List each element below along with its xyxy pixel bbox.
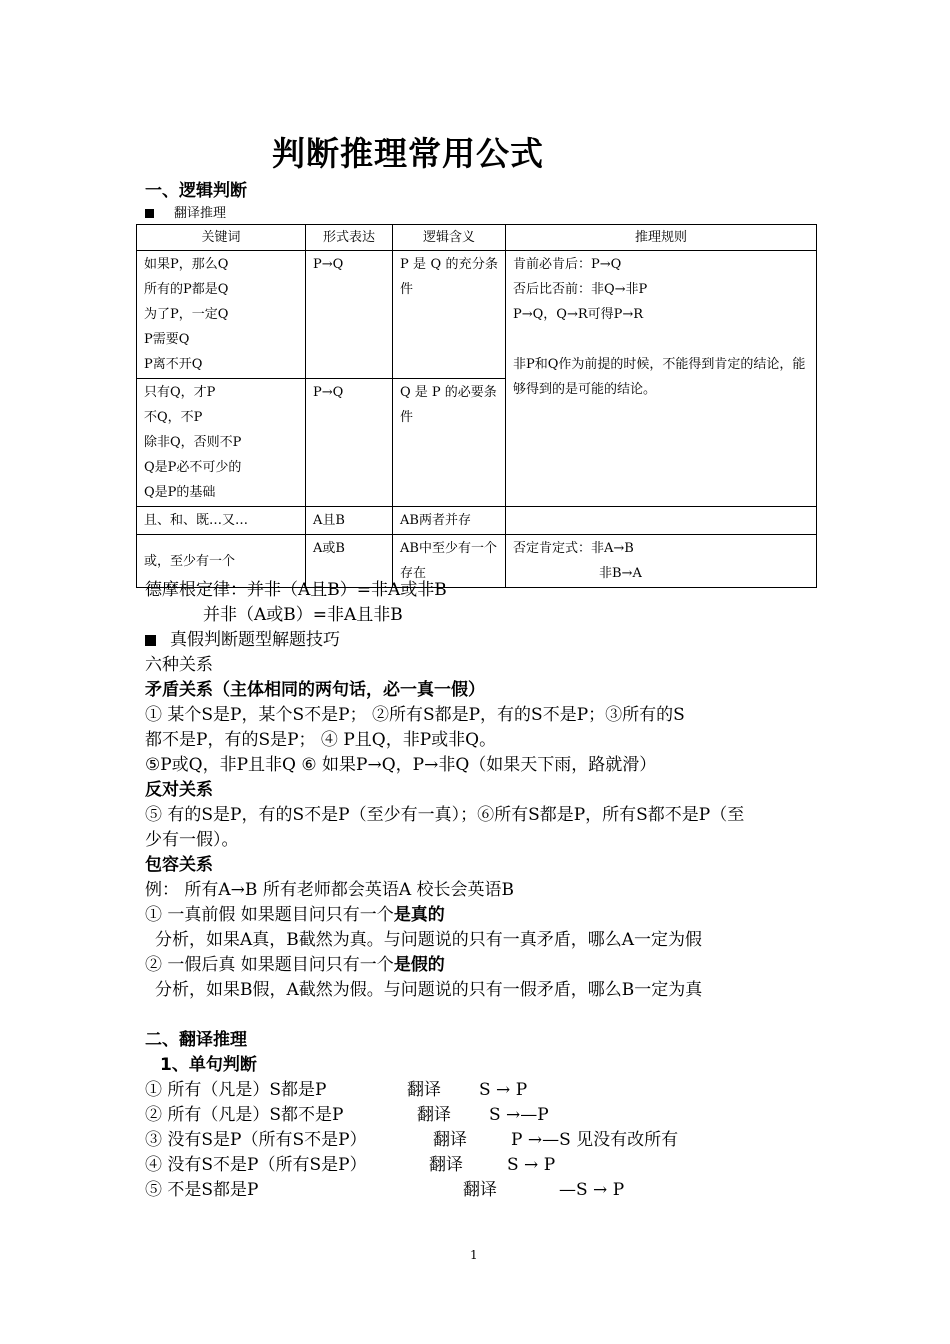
opposite-line-1: ⑤ 有的S是P，有的S不是P（至少有一真）；⑥所有S都是P，所有S都不是P（至	[145, 805, 745, 825]
header-form: 形式表达	[306, 225, 393, 251]
keyword-cell: 或，至少有一个	[137, 535, 306, 588]
containment-case-1: ① 一真前假 如果题目问只有一个是真的	[145, 905, 445, 925]
contradiction-line-3: ⑤P或Q，非P且非Q ⑥ 如果P→Q，P→非Q（如果天下雨，路就滑）	[145, 755, 657, 775]
meaning-cell: Q 是 P 的必要条件	[393, 379, 506, 507]
keyword-cell: 只有Q，才P 不Q，不P 除非Q，否则不P Q是P必不可少的 Q是P的基础	[137, 379, 306, 507]
section-heading-logic: 一、逻辑判断	[145, 181, 247, 201]
rule-cell	[506, 507, 817, 535]
opposite-line-2: 少有一假）。	[145, 830, 239, 850]
contradiction-line-2: 都不是P，有的S是P； ④ P且Q，非P或非Q。	[145, 730, 497, 750]
containment-analysis-2: 分析，如果B假，A截然为假。与问题说的只有一假矛盾，哪么B一定为真	[155, 980, 703, 1000]
form-cell: A且B	[306, 507, 393, 535]
containment-heading: 包容关系	[145, 855, 213, 875]
header-rule: 推理规则	[506, 225, 817, 251]
meaning-cell: AB中至少有一个存在	[393, 535, 506, 588]
square-bullet-icon	[145, 209, 154, 218]
header-meaning: 逻辑含义	[393, 225, 506, 251]
form-cell: P→Q	[306, 251, 393, 379]
list-item: ② 所有（凡是）S都不是P 翻译 S →—P	[145, 1105, 549, 1125]
contradiction-heading: 矛盾关系（主体相同的两句话，必一真一假）	[145, 680, 485, 700]
table-row	[137, 507, 817, 535]
page-title: 判断推理常用公式	[272, 134, 544, 173]
meaning-cell: AB两者并存	[393, 507, 506, 535]
containment-analysis-1: 分析，如果A真，B截然为真。与问题说的只有一真矛盾，哪么A一定为假	[155, 930, 703, 950]
table-row	[137, 251, 817, 379]
rule-cell: 否定肯定式：非A→B 非B→A	[506, 535, 817, 588]
table-header-row	[137, 225, 817, 251]
list-item: ⑤ 不是S都是P 翻译 —S → P	[145, 1180, 625, 1200]
page-number: 1	[470, 1248, 478, 1262]
form-cell: A或B	[306, 535, 393, 588]
six-relations: 六种关系	[145, 655, 213, 675]
list-item: ① 所有（凡是）S都是P 翻译 S → P	[145, 1080, 528, 1100]
header-keyword: 关键词	[137, 225, 306, 251]
demorgan-line-1: 德摩根定律：并非（A且B）=非A或非B	[145, 580, 447, 600]
meaning-cell: P 是 Q 的充分条件	[393, 251, 506, 379]
subheading-single-sentence: 1、单句判断	[160, 1055, 257, 1075]
opposite-heading: 反对关系	[145, 780, 213, 800]
contradiction-line-1: ① 某个S是P，某个S不是P； ②所有S都是P，有的S不是P；③所有的S	[145, 705, 685, 725]
list-item: ③ 没有S是P（所有S不是P） 翻译 P →—S 见没有改所有	[145, 1130, 679, 1150]
section-heading-translation: 二、翻译推理	[145, 1030, 247, 1050]
form-cell: P→Q	[306, 379, 393, 507]
list-item: ④ 没有S不是P（所有S是P） 翻译 S → P	[145, 1155, 556, 1175]
demorgan-line-2: 并非（A或B）=非A且非B	[203, 605, 403, 625]
truefalse-heading: 真假判断题型解题技巧	[145, 628, 340, 652]
containment-example: 例： 所有A→B 所有老师都会英语A 校长会英语B	[145, 880, 514, 900]
square-bullet-icon	[145, 635, 156, 646]
containment-case-2: ② 一假后真 如果题目问只有一个是假的	[145, 955, 445, 975]
logic-table	[136, 224, 817, 588]
keyword-cell: 且、和、既…又…	[137, 507, 306, 535]
keyword-cell: 如果P，那么Q 所有的P都是Q 为了P，一定Q P需要Q P离不开Q	[137, 251, 306, 379]
subheading-translation: 翻译推理	[145, 202, 226, 221]
rule-cell: 肯前必肯后：P→Q 否后比否前：非Q→非P P→Q，Q→R可得P→R 非P和Q作为前提的时候，不能得到肯定的结论，能 够得到的是可能的结论。	[506, 251, 817, 507]
